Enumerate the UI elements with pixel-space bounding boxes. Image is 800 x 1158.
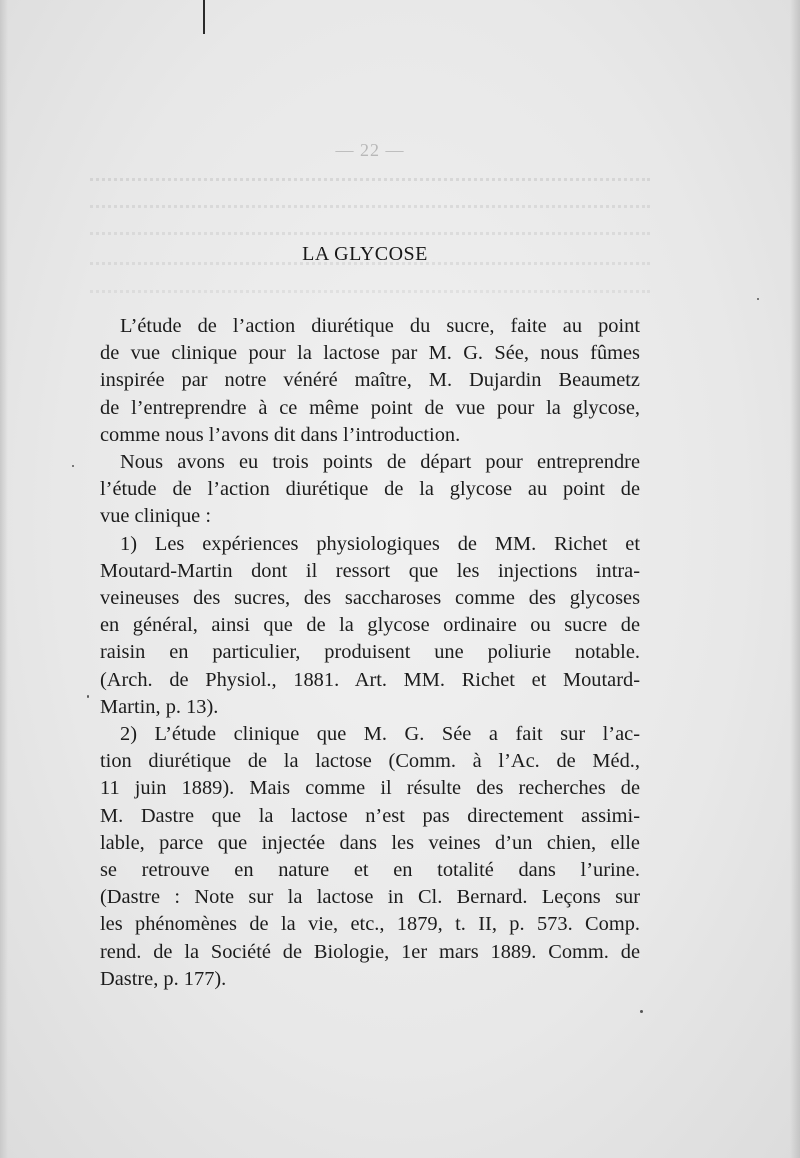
bleed-through-line (90, 178, 650, 199)
text-line: rend. de la Société de Biologie, 1er mars 1889. Comm. de (100, 940, 640, 963)
text-line: (Dastre : Note sur la lactose in Cl. Bernard. Leçons sur (100, 886, 640, 909)
scan-speck (640, 1010, 643, 1013)
text-line: de vue clinique pour la lactose par M. G. Sée, nous fûmes (100, 342, 640, 365)
text-line: veineuses des sucres, des saccharoses comme des glycoses (100, 587, 640, 610)
text-line: L’étude de l’action diurétique du sucre, faite au point (120, 315, 640, 337)
text-line: l’étude de l’action diurétique de la glycose au point de (100, 478, 640, 501)
text-line: (Arch. de Physiol., 1881. Art. MM. Richet et Moutard- (100, 668, 640, 691)
text-line: Nous avons eu trois points de départ pour entreprendre (120, 451, 640, 474)
scan-mark (203, 0, 205, 34)
text-line: tion diurétique de la lactose (Comm. à l’Ac. de Méd., (100, 750, 640, 773)
page-number: — 22 — (335, 140, 405, 160)
section-title: LA GLYCOSE (302, 243, 428, 265)
text-line: M. Dastre que la lactose n’est pas directement assimi- (100, 804, 640, 827)
text-line: Dastre, p. 177). (100, 967, 227, 990)
text-line: se retrouve en nature et en totalité dans l’urine. (100, 859, 640, 882)
text-line: Moutard-Martin dont il ressort que les injections intra- (100, 559, 640, 582)
text-line: les phénomènes de la vie, etc., 1879, t. II, p. 573. Comp. (100, 913, 640, 936)
bleed-through-line (90, 205, 650, 226)
text-line: comme nous l’avons dit dans l’introduction. (100, 423, 461, 446)
text-line: Martin, p. 13). (100, 695, 219, 718)
text-line: raisin en particulier, produisent une poliurie notable. (100, 641, 640, 664)
scan-speck (72, 465, 74, 467)
text-line: 11 juin 1889). Mais comme il résulte des recherches de (100, 777, 640, 800)
text-line: en général, ainsi que de la glycose ordinaire ou sucre de (100, 614, 640, 637)
body-text (100, 313, 640, 993)
text-line: vue clinique : (100, 505, 211, 528)
text-line: inspirée par notre vénéré maître, M. Dujardin Beaumetz (100, 369, 640, 392)
bleed-through-line (90, 290, 650, 311)
text-line: 1) Les expériences physiologiques de MM. Richet et (120, 532, 640, 555)
text-line: 2) L’étude clinique que M. G. Sée a fait sur l’ac- (120, 723, 640, 746)
scan-speck (757, 298, 759, 300)
page-edge-right (790, 0, 800, 1158)
page-edge-left (0, 0, 8, 1158)
text-line: de l’entreprendre à ce même point de vue pour la glycose, (100, 396, 640, 419)
text-line: lable, parce que injectée dans les veines d’un chien, elle (100, 831, 640, 854)
scan-speck (87, 695, 89, 698)
